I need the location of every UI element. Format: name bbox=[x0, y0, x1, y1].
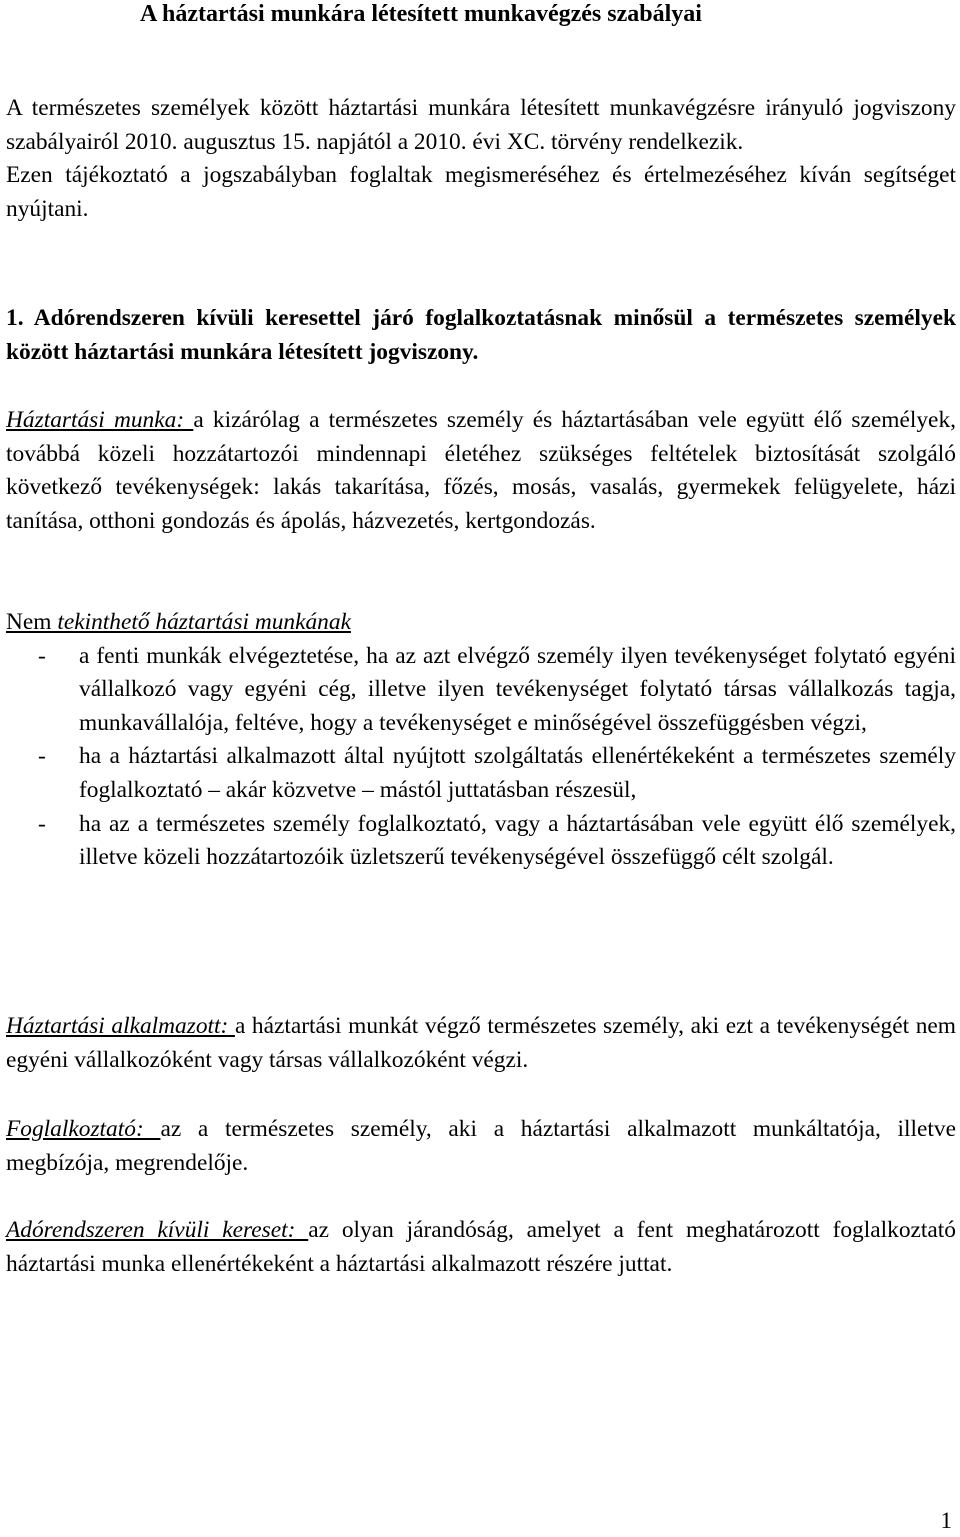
list-item bbox=[6, 808, 956, 875]
definition-paragraph bbox=[6, 1010, 956, 1077]
intro-section bbox=[6, 92, 956, 226]
definition-haztartasi-munka bbox=[6, 404, 956, 538]
nem-tekintheto-heading bbox=[6, 606, 956, 640]
list-item-text: ha a háztartási alkalmazott által nyújtott szolgáltatás ellenértékeként a természetes személy foglalkoztató – akár közvetve – mástól juttatásban részesül, bbox=[79, 743, 956, 803]
list-item-text: a fenti munkák elvégeztetése, ha az azt elvégző személy ilyen tevékenységet folytató egyéni vállalkozó vagy egyéni cég, illetve ilyen tevékenységet folytató társas vállalkozás tagja, munkavállalója, feltéve, hogy a tevékenységet e minőségével összefüggésben végzi, bbox=[79, 642, 956, 736]
definition-paragraph bbox=[6, 1113, 956, 1180]
list-item bbox=[6, 640, 956, 741]
definition-text: a kizárólag a természetes személy és háztartásában vele együtt élő személyek, továbbá közeli hozzátartozói mindennapi életéhez szükséges feltételek biztosítását szolgáló következő tevékenységek: lakás takarítása, főzés, mosás, vasalás, gyermekek felügyelete, házi tanítása, otthoni gondozás és ápolás, házvezetés, kertgondozás. bbox=[6, 407, 956, 534]
definition-term: Adórendszeren kívüli kereset: bbox=[6, 1217, 309, 1243]
list-dash: - bbox=[38, 642, 46, 669]
list-dash: - bbox=[38, 743, 46, 770]
intro-paragraph-2: Ezen tájékoztató a jogszabályban foglaltak megismeréséhez és értelmezéséhez kíván segítséget nyújtani. bbox=[6, 162, 956, 222]
nem-word: Nem bbox=[6, 609, 52, 635]
list-item bbox=[6, 740, 956, 807]
definition-adorendszeren-kivuli-kereset bbox=[6, 1214, 956, 1281]
exclusion-list bbox=[6, 640, 956, 875]
definition-term: Háztartási alkalmazott: bbox=[6, 1013, 235, 1039]
definition-text: a háztartási munkát végző természetes személy, aki ezt a tevékenységét nem egyéni vállalkozóként vagy társas vállalkozóként végzi. bbox=[6, 1013, 956, 1073]
definition-foglalkoztato bbox=[6, 1113, 956, 1180]
page-number: 1 bbox=[940, 1508, 952, 1533]
document-title: A háztartási munkára létesített munkavégzés szabályai bbox=[140, 1, 702, 27]
section-1 bbox=[6, 302, 956, 369]
intro-paragraph-1: A természetes személyek között háztartási munkára létesített munkavégzésre irányuló jogviszony szabályairól 2010. augusztus 15. napjától a 2010. évi XC. törvény rendelkezik. bbox=[6, 95, 956, 155]
definition-haztartasi-alkalmazott bbox=[6, 1010, 956, 1077]
nem-tekintheto-rest: tekinthető háztartási munkának bbox=[51, 609, 351, 635]
nem-tekintheto-section bbox=[6, 606, 956, 875]
definition-text: az olyan járandóság, amelyet a fent meghatározott foglalkoztató háztartási munka ellenértékeként a háztartási alkalmazott részére juttat. bbox=[6, 1217, 956, 1277]
definition-paragraph bbox=[6, 404, 956, 538]
definition-term: Foglalkoztató: bbox=[6, 1116, 161, 1142]
definition-term: Háztartási munka: bbox=[6, 407, 194, 433]
list-item-text: ha az a természetes személy foglalkoztató, vagy a háztartásában vele együtt élő személyek, illetve közeli hozzátartozóik üzletszerű tevékenységével összefüggő célt szolgál. bbox=[79, 810, 956, 871]
section-1-heading: 1. Adórendszeren kívüli keresettel járó foglalkoztatásnak minősül a természetes személyek között háztartási munkára létesített jogviszony. bbox=[6, 305, 956, 365]
definition-text: az a természetes személy, aki a háztartási alkalmazott munkáltatója, illetve megbízója, megrendelője. bbox=[6, 1116, 957, 1176]
definition-paragraph bbox=[6, 1214, 956, 1281]
list-dash: - bbox=[38, 810, 46, 837]
